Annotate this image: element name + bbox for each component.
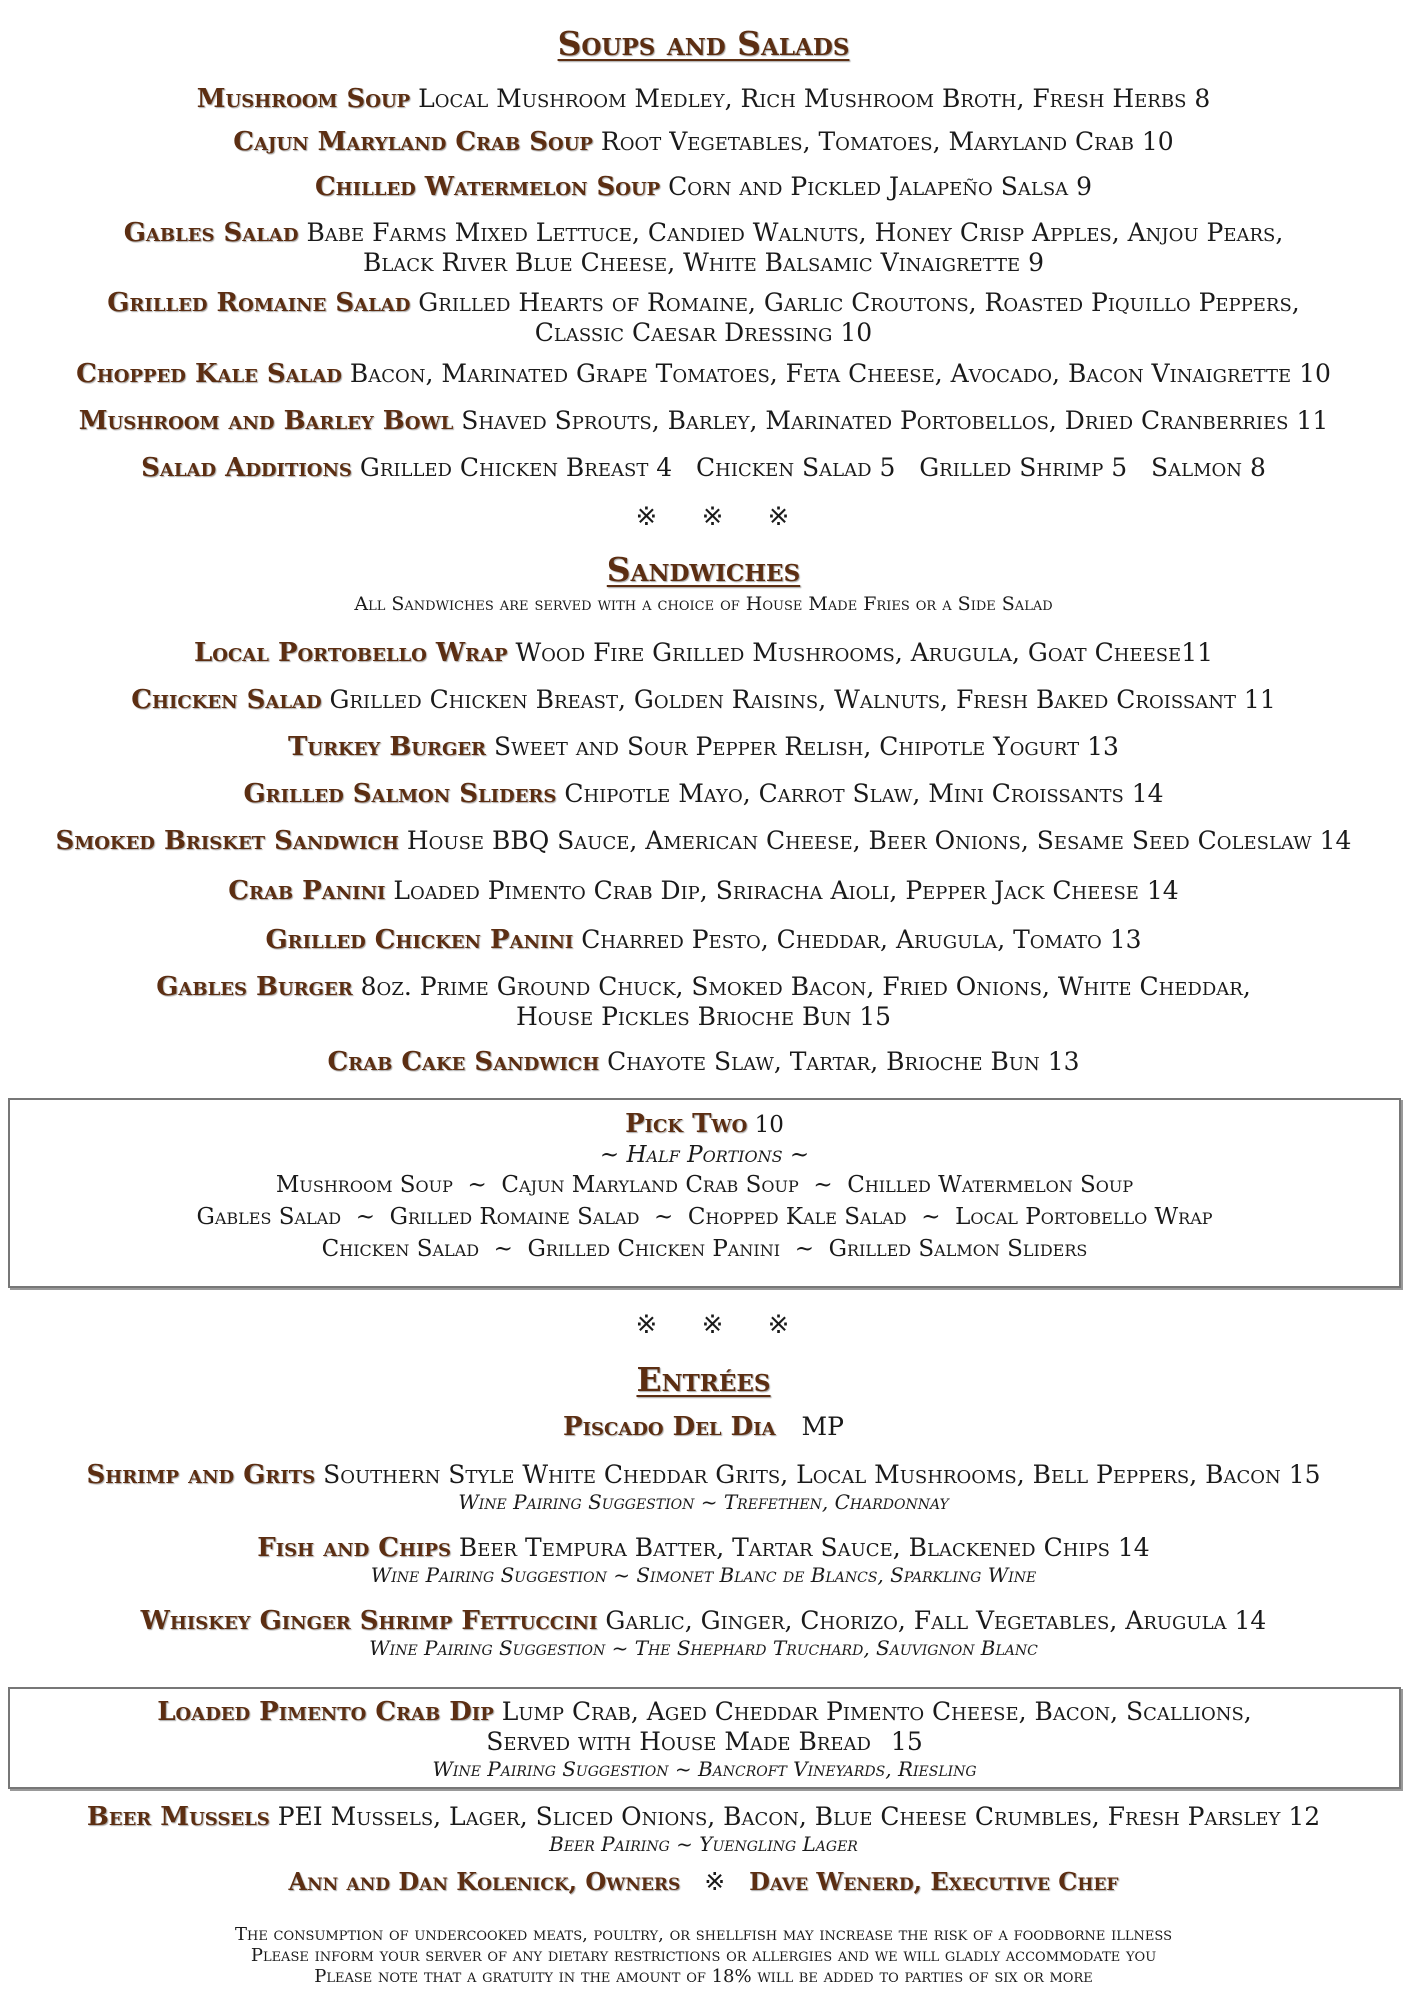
item-price: 14: [1117, 1533, 1150, 1562]
item-desc: Shaved Sprouts, Barley, Marinated Portobellos, Dried Cranberries: [461, 406, 1289, 435]
item-desc: Grilled Chicken Breast 4 Chicken Salad 5 Grilled Shrimp 5 Salmon 8: [359, 453, 1266, 482]
item-desc: 8oz. Prime Ground Chuck, Smoked Bacon, Fried Onions, White Cheddar,: [360, 972, 1251, 1001]
menu-item: [0, 1606, 1407, 1660]
footer-line: Please note that a gratuity in the amount of 18% will be added to parties of six or more: [314, 1966, 1093, 1987]
pick-two-price: 10: [754, 1112, 784, 1138]
executive-chef-name: Dave Wenerd, Executive Chef: [749, 1867, 1119, 1896]
menu-item: [0, 84, 1407, 114]
featured-item-box: [8, 1687, 1401, 1789]
menu-item: [0, 288, 1407, 348]
item-name: Local Portobello Wrap: [193, 638, 508, 668]
item-name: Chilled Watermelon Soup: [314, 172, 661, 202]
menu-item: [0, 1460, 1407, 1514]
menu-item: [0, 685, 1407, 715]
pick-two-line: Mushroom Soup ~ Cajun Maryland Crab Soup ~ Chilled Watermelon Soup: [275, 1172, 1134, 1198]
owners-separator: ※: [704, 1867, 726, 1896]
pairing-note: Wine Pairing Suggestion ~ Bancroft Vineyards, Riesling: [432, 1757, 977, 1781]
item-desc: Southern Style White Cheddar Grits, Local Mushrooms, Bell Peppers, Bacon: [323, 1460, 1281, 1489]
item-name: Mushroom Soup: [196, 84, 411, 114]
menu-item: [0, 172, 1407, 202]
item-name: Cajun Maryland Crab Soup: [233, 127, 593, 157]
menu-item: [0, 1412, 1407, 1442]
item-name: Salad Additions: [141, 453, 352, 483]
item-name: Smoked Brisket Sandwich: [55, 826, 399, 856]
item-name: Piscado Del Dia: [563, 1412, 776, 1442]
item-price: 14: [1234, 1606, 1267, 1635]
item-desc: Grilled Hearts of Romaine, Garlic Croutons, Roasted Piquillo Peppers,: [418, 288, 1300, 317]
item-price: 13: [1047, 1047, 1080, 1076]
item-price: 11: [1243, 685, 1276, 714]
item-price: 14: [1131, 779, 1164, 808]
separator: ※ ※ ※: [635, 1310, 808, 1340]
item-price: 15: [859, 1002, 892, 1031]
menu-item: [0, 638, 1407, 668]
owners-line: [0, 1867, 1407, 1897]
item-price: 14: [1319, 826, 1352, 855]
pick-two-line: Gables Salad ~ Grilled Romaine Salad ~ Chopped Kale Salad ~ Local Portobello Wrap: [196, 1204, 1213, 1230]
item-price: 12: [1288, 1802, 1321, 1831]
item-name: Crab Cake Sandwich: [327, 1047, 600, 1077]
section-title-sandwiches: Sandwiches: [606, 550, 801, 589]
menu-item: [0, 127, 1407, 157]
item-name: Gables Burger: [156, 972, 353, 1002]
item-price: 14: [1146, 876, 1179, 905]
item-desc: Bacon, Marinated Grape Tomatoes, Feta Cheese, Avocado, Bacon Vinaigrette: [349, 359, 1292, 388]
item-name: Beer Mussels: [86, 1802, 270, 1832]
footer-line: The consumption of undercooked meats, poultry, or shellfish may increase the risk of a foodborne illness: [235, 1924, 1172, 1945]
item-price: 15: [890, 1727, 923, 1756]
item-desc: Local Mushroom Medley, Rich Mushroom Broth, Fresh Herbs: [418, 84, 1187, 113]
footer-line: Please inform your server of any dietary restrictions or allergies and we will gladly accommodate you: [250, 1945, 1157, 1966]
owners-name: Ann and Dan Kolenick, Owners: [288, 1867, 681, 1896]
menu-item: [0, 925, 1407, 955]
footer-disclaimer: [0, 1924, 1407, 1987]
pick-two-subtitle: ~ Half Portions ~: [599, 1142, 810, 1168]
menu-item: [0, 876, 1407, 906]
pick-two-line: Chicken Salad ~ Grilled Chicken Panini ~ Grilled Salmon Sliders: [321, 1236, 1088, 1262]
item-desc: Grilled Chicken Breast, Golden Raisins, Walnuts, Fresh Baked Croissant: [329, 685, 1236, 714]
menu-item: [0, 1533, 1407, 1587]
item-price: 10: [1299, 359, 1331, 388]
item-desc: Chayote Slaw, Tartar, Brioche Bun: [607, 1047, 1040, 1076]
item-price: 9: [1028, 248, 1045, 277]
item-desc-cont: Served with House Made Bread: [486, 1727, 871, 1756]
item-name: Chicken Salad: [131, 685, 322, 715]
menu-item: [0, 826, 1407, 856]
item-desc: House BBQ Sauce, American Cheese, Beer Onions, Sesame Seed Coleslaw: [406, 826, 1312, 855]
item-price: 13: [1109, 925, 1142, 954]
item-desc: Corn and Pickled Jalapeño Salsa: [668, 172, 1069, 201]
item-name: Fish and Chips: [257, 1533, 451, 1563]
item-price: 10: [1141, 127, 1174, 156]
item-desc: Wood Fire Grilled Mushrooms, Arugula, Goat Cheese: [515, 638, 1182, 667]
pick-two-box: [8, 1098, 1401, 1288]
menu-item: [0, 972, 1407, 1032]
item-name: Turkey Burger: [288, 732, 486, 762]
item-price: MP: [801, 1412, 844, 1441]
pairing-note: Beer Pairing ~ Yuengling Lager: [549, 1832, 858, 1856]
item-desc: Charred Pesto, Cheddar, Arugula, Tomato: [581, 925, 1102, 954]
item-desc: Babe Farms Mixed Lettuce, Candied Walnuts, Honey Crisp Apples, Anjou Pears,: [306, 218, 1284, 247]
item-desc: Root Vegetables, Tomatoes, Maryland Crab: [600, 127, 1134, 156]
item-name: Whiskey Ginger Shrimp Fettuccini: [140, 1606, 598, 1636]
pairing-note: Wine Pairing Suggestion ~ The Shephard Truchard, Sauvignon Blanc: [369, 1636, 1038, 1660]
item-desc-cont: Black River Blue Cheese, White Balsamic Vinaigrette: [362, 248, 1021, 277]
menu-item: [10, 1697, 1399, 1781]
menu-item: [0, 406, 1407, 436]
item-name: Grilled Chicken Panini: [265, 925, 574, 955]
item-price: 9: [1076, 172, 1093, 201]
pick-two-name: Pick Two: [625, 1109, 748, 1139]
item-name: Grilled Salmon Sliders: [243, 779, 557, 809]
pairing-note: Wine Pairing Suggestion ~ Simonet Blanc de Blancs, Sparkling Wine: [370, 1563, 1037, 1587]
menu-item: [0, 732, 1407, 762]
menu-item: [0, 359, 1407, 389]
item-desc: Lump Crab, Aged Cheddar Pimento Cheese, Bacon, Scallions,: [501, 1697, 1252, 1726]
item-desc: PEI Mussels, Lager, Sliced Onions, Bacon, Blue Cheese Crumbles, Fresh Parsley: [277, 1802, 1281, 1831]
item-price: 15: [1288, 1460, 1321, 1489]
item-name: Crab Panini: [228, 876, 386, 906]
item-desc: Garlic, Ginger, Chorizo, Fall Vegetables, Arugula: [605, 1606, 1227, 1635]
item-desc-cont: Classic Caesar Dressing: [534, 318, 833, 347]
section-title-soups: Soups and Salads: [557, 24, 850, 63]
section-subtitle: All Sandwiches are served with a choice of House Made Fries or a Side Salad: [354, 593, 1053, 615]
item-name: Shrimp and Grits: [86, 1460, 316, 1490]
item-name: Loaded Pimento Crab Dip: [157, 1697, 494, 1727]
item-name: Chopped Kale Salad: [76, 359, 342, 389]
menu-item: [0, 453, 1407, 483]
item-desc-cont: House Pickles Brioche Bun: [515, 1002, 852, 1031]
item-name: Gables Salad: [123, 218, 299, 248]
item-price: 8: [1194, 84, 1211, 113]
item-desc: Loaded Pimento Crab Dip, Sriracha Aioli, Pepper Jack Cheese: [393, 876, 1139, 905]
separator: ※ ※ ※: [635, 502, 808, 532]
item-name: Mushroom and Barley Bowl: [78, 406, 454, 436]
item-desc: Chipotle Mayo, Carrot Slaw, Mini Croissants: [564, 779, 1124, 808]
item-price: 10: [840, 318, 873, 347]
item-name: Grilled Romaine Salad: [107, 288, 411, 318]
pick-two-heading: [10, 1108, 1399, 1141]
section-title-entrees: Entrées: [636, 1360, 771, 1399]
item-desc: Sweet and Sour Pepper Relish, Chipotle Yogurt: [493, 732, 1080, 761]
item-price: 11: [1296, 406, 1329, 435]
menu-item: [0, 218, 1407, 278]
item-price: 11: [1181, 638, 1213, 667]
item-desc: Beer Tempura Batter, Tartar Sauce, Blackened Chips: [458, 1533, 1110, 1562]
item-price: 13: [1087, 732, 1119, 761]
menu-item: [0, 1802, 1407, 1856]
menu-item: [0, 1047, 1407, 1077]
menu-item: [0, 779, 1407, 809]
pairing-note: Wine Pairing Suggestion ~ Trefethen, Chardonnay: [458, 1490, 949, 1514]
